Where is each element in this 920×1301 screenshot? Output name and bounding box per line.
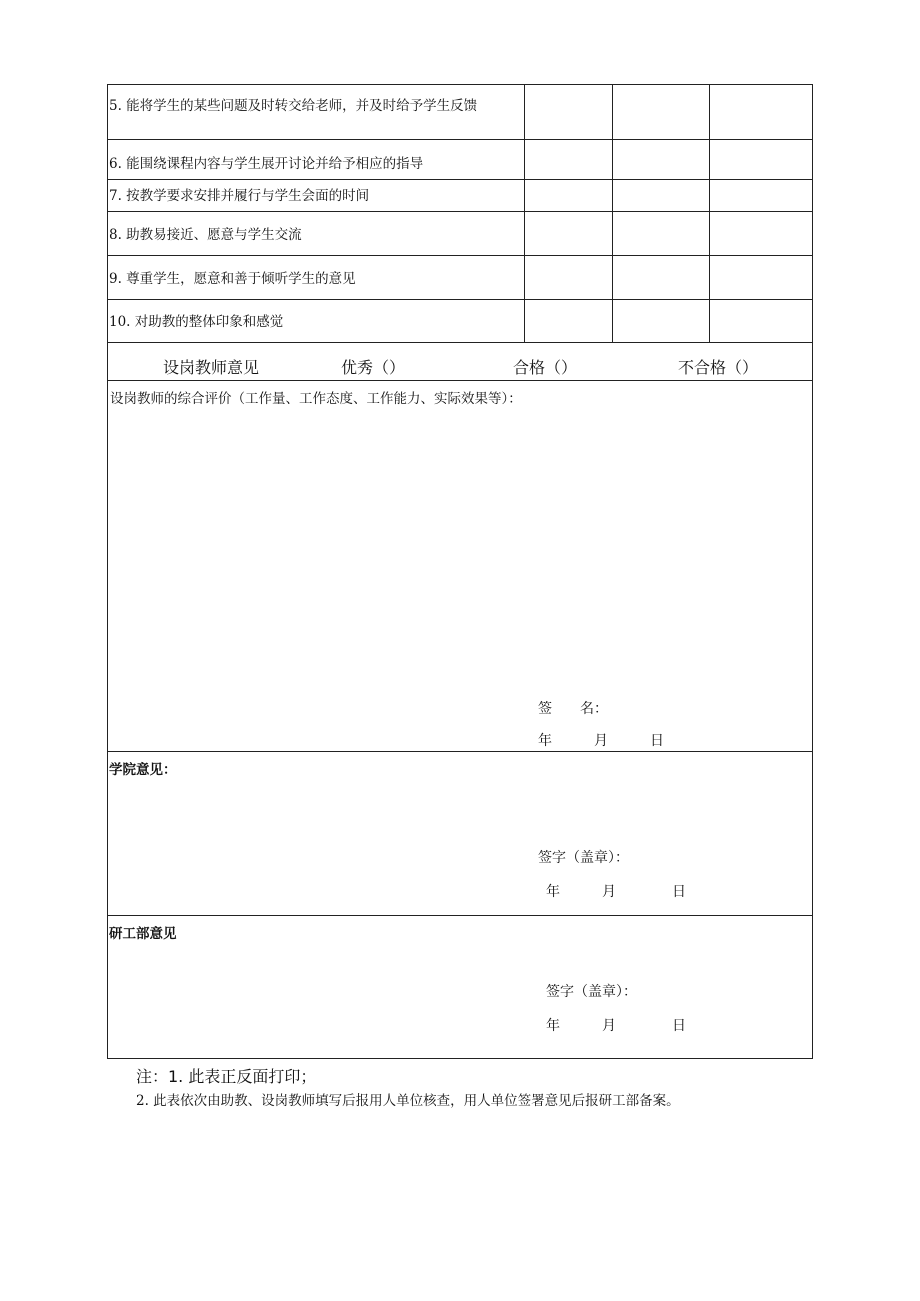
college-opinion-section[interactable] [108, 752, 812, 916]
rating-cell-c[interactable] [710, 180, 812, 211]
grad-dept-signature-label: 签字（盖章）： [546, 984, 637, 1000]
rating-cell-a[interactable] [525, 85, 613, 139]
rating-cell-c[interactable] [710, 256, 812, 299]
rating-cell-b[interactable] [613, 300, 710, 342]
rating-cell-c[interactable] [710, 300, 812, 342]
grad-dept-date-label: 年 月 日 [546, 1018, 686, 1034]
rating-cell-a[interactable] [525, 140, 613, 179]
grade-excellent-option[interactable]: 优秀（） [341, 358, 406, 377]
item-text: 6. 能围绕课程内容与学生展开讨论并给予相应的指导 [108, 140, 525, 179]
rating-cell-b[interactable] [613, 180, 710, 211]
note-process: 2. 此表依次由助教、设岗教师填写后报用人单位核查，用人单位签署意见后报研工部备案。 [136, 1093, 680, 1109]
evaluation-prompt: 设岗教师的综合评价（工作量、工作态度、工作能力、实际效果等）： [110, 391, 522, 407]
college-date-label: 年 月 日 [546, 884, 686, 900]
item-text: 10. 对助教的整体印象和感觉 [108, 300, 525, 342]
item-text: 8. 助教易接近、愿意与学生交流 [108, 212, 525, 255]
teacher-evaluation-section[interactable] [108, 381, 812, 752]
table-row [108, 140, 812, 180]
rating-cell-a[interactable] [525, 256, 613, 299]
item-text: 7. 按教学要求安排并履行与学生会面的时间 [108, 180, 525, 211]
item-text: 5. 能将学生的某些问题及时转交给老师，并及时给予学生反馈 [108, 85, 525, 139]
grad-dept-opinion-label: 研工部意见 [109, 926, 177, 942]
grade-pass-option[interactable]: 合格（） [513, 358, 578, 377]
rating-cell-c[interactable] [710, 85, 812, 139]
rating-cell-a[interactable] [525, 300, 613, 342]
table-row [108, 212, 812, 256]
table-row [108, 300, 812, 343]
rating-cell-b[interactable] [613, 256, 710, 299]
rating-cell-a[interactable] [525, 212, 613, 255]
note-print: 注：1. 此表正反面打印； [136, 1067, 317, 1086]
teacher-grade-row [108, 343, 812, 381]
grade-fail-option[interactable]: 不合格（） [678, 358, 759, 377]
table-row [108, 180, 812, 212]
rating-cell-b[interactable] [613, 212, 710, 255]
rating-cell-a[interactable] [525, 180, 613, 211]
rating-cell-c[interactable] [710, 140, 812, 179]
table-row [108, 85, 812, 140]
rating-cell-b[interactable] [613, 140, 710, 179]
teacher-date-label: 年 月 日 [538, 733, 664, 749]
teacher-opinion-label: 设岗教师意见 [163, 358, 260, 377]
college-signature-label: 签字（盖章）： [538, 850, 629, 866]
college-opinion-label: 学院意见： [109, 762, 177, 778]
rating-cell-b[interactable] [613, 85, 710, 139]
teacher-signature-label: 签 名： [538, 701, 608, 717]
table-row [108, 256, 812, 300]
item-text: 9. 尊重学生，愿意和善于倾听学生的意见 [108, 256, 525, 299]
rating-cell-c[interactable] [710, 212, 812, 255]
evaluation-form [107, 84, 813, 1059]
grad-dept-opinion-section[interactable] [108, 916, 812, 1058]
